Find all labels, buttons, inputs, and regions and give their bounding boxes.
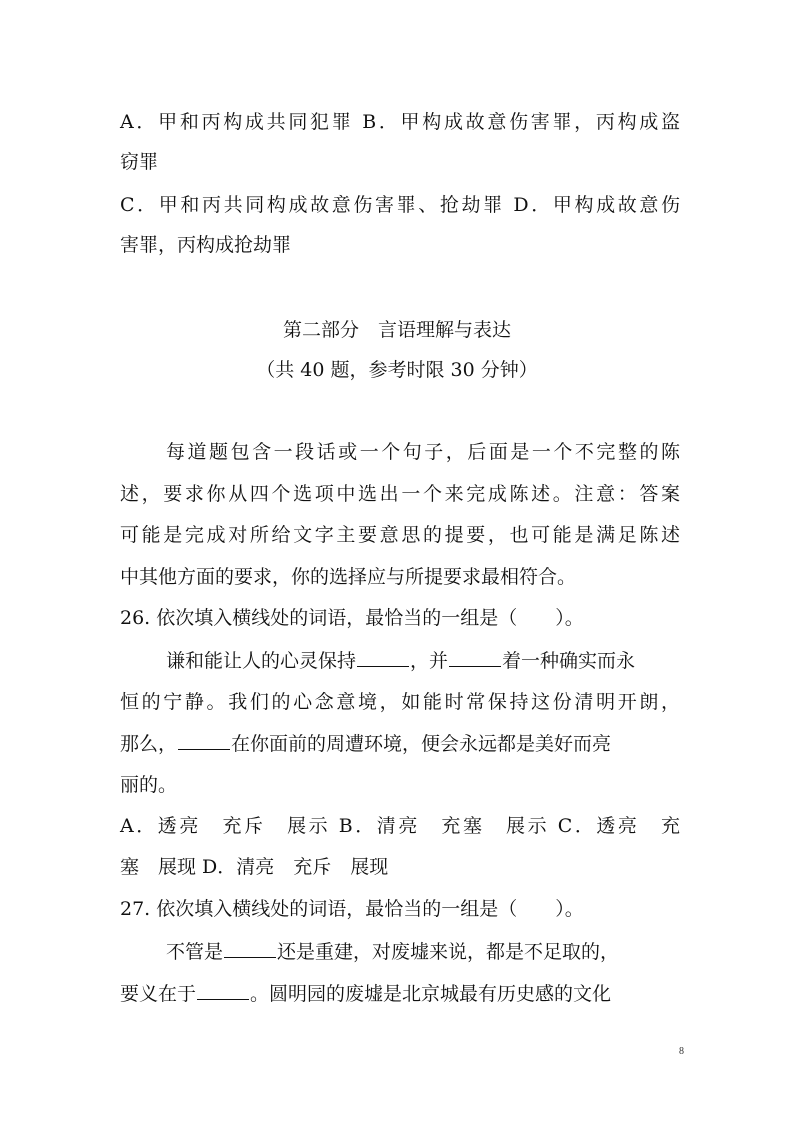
q27-text-c: 要义在于: [120, 983, 197, 1005]
q26-passage-line-2: 恒的宁静。我们的心念意境，如能时常保持这份清明开朗，: [120, 691, 680, 713]
q26-passage-line-3: [120, 731, 680, 756]
prev-options-line-4: 害罪，丙构成抢劫罪: [120, 234, 292, 256]
q27-text-a: 不管是: [166, 941, 224, 963]
section-title: 第二部分 言语理解与表达: [282, 319, 511, 341]
q26-passage-line-1: [166, 648, 680, 673]
instructions-line-2: 述，要求你从四个选项中选出一个来完成陈述。注意：答案: [120, 483, 680, 505]
answer-blank: [178, 731, 230, 750]
answer-blank: [357, 648, 409, 667]
q26-passage-line-4: 丽的。: [120, 774, 178, 796]
q26-stem: 26. 依次填入横线处的词语，最恰当的一组是（ ）。: [120, 607, 584, 629]
answer-blank: [197, 981, 249, 1000]
q27-passage-line-2: [120, 981, 680, 1006]
q27-text-d: 。圆明园的废墟是北京城最有历史感的文化: [250, 983, 612, 1005]
q27-text-b: 还是重建，对废墟来说，都是不足取的，: [277, 941, 620, 963]
instructions-line-1: 每道题包含一段话或一个句子，后面是一个不完整的陈: [166, 441, 680, 463]
answer-blank: [224, 939, 276, 958]
answer-blank: [449, 648, 501, 667]
q26-text-e: 在你面前的周遭环境，便会永远都是美好而亮: [231, 733, 612, 755]
instructions-line-4: 中其他方面的要求，你的选择应与所提要求最相符合。: [120, 566, 577, 588]
q26-options-line-1: A．透亮 充斥 展示 B．清亮 充塞 展示 C．透亮 充: [120, 815, 680, 837]
instructions-line-3: 可能是完成对所给文字主要意思的提要，也可能是满足陈述: [120, 524, 680, 546]
q27-passage-line-1: [166, 939, 680, 964]
q26-text-d: 那么，: [120, 733, 178, 755]
q27-stem: 27. 依次填入横线处的词语，最恰当的一组是（ ）。: [120, 898, 584, 920]
page-number: 8: [679, 1046, 684, 1057]
section-subtitle: （共 40 题，参考时限 30 分钟）: [256, 359, 538, 381]
prev-options-line-1: A．甲和丙构成共同犯罪 B．甲构成故意伤害罪，丙构成盗: [120, 111, 680, 133]
q26-text-b: ，并: [410, 650, 449, 672]
prev-options-line-3: C．甲和丙共同构成故意伤害罪、抢劫罪 D．甲构成故意伤: [120, 194, 680, 216]
q26-text-c: 着一种确实而永: [502, 650, 636, 672]
q26-options-line-2: 塞 展现 D．清亮 充斥 展现: [120, 856, 389, 878]
prev-options-line-2: 窃罪: [120, 151, 159, 173]
q26-text-a: 谦和能让人的心灵保持: [166, 650, 357, 672]
